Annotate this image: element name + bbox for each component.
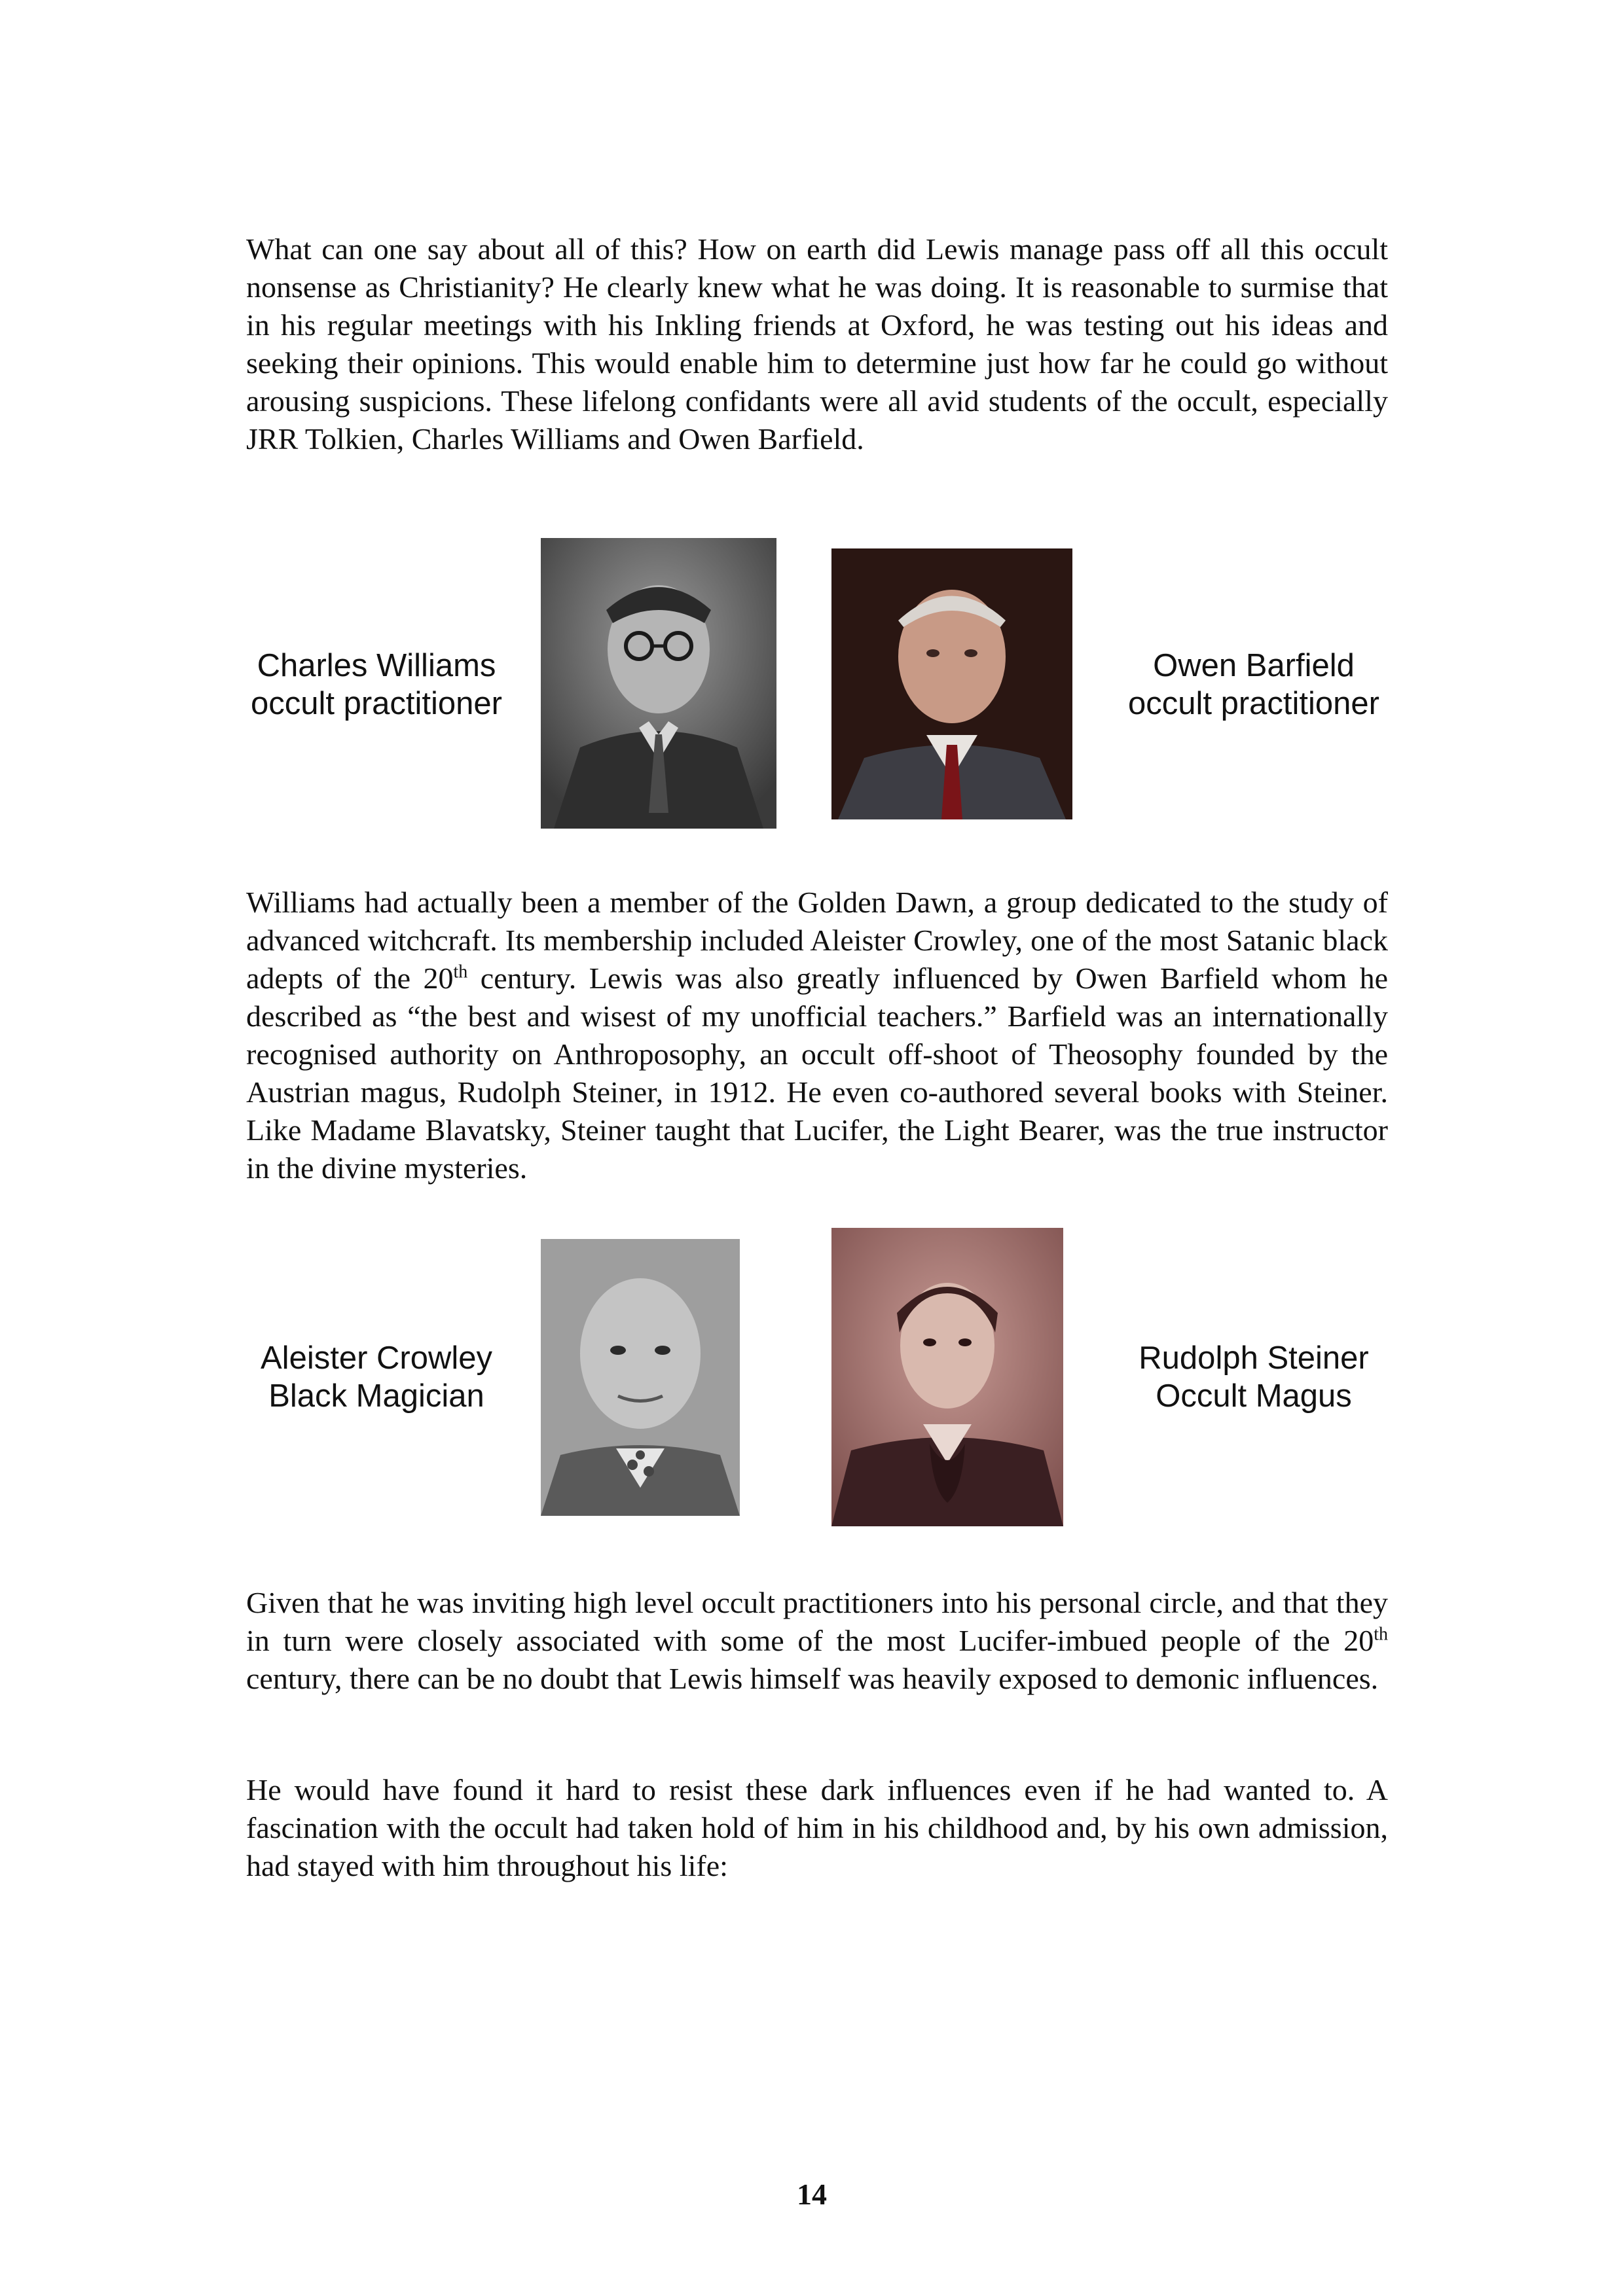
text-segment: Given that he was inviting high level occult practitioners into his personal circle, and that they in turn were closely associated with some of the most Lucifer-imbued people of the 20 <box>246 1586 1388 1657</box>
caption-name: Charles Williams <box>257 648 496 683</box>
caption-name: Aleister Crowley <box>261 1340 492 1376</box>
photo-owen-barfield <box>831 548 1072 819</box>
page-number: 14 <box>797 2178 827 2211</box>
text-segment: Williams had actually been a member of the Golden Dawn, a group dedicated to the study of advanced witchcraft. Its membership included Aleister Crowley, one of the most Satanic black adepts of the 20 <box>246 886 1388 995</box>
photo-aleister-crowley <box>541 1239 740 1516</box>
caption-role: Occult Magus <box>1156 1378 1352 1414</box>
photo-charles-williams <box>541 538 776 829</box>
text-segment: century. Lewis was also greatly influenced by Owen Barfield whom he described as “the best and wisest of my unofficial teachers.” Barfield was an internationally recognised authority on Anthroposophy, an occult off-shoot of Theosophy founded by the Austrian magus, Rudolph Steiner, in 1912. He even co-authored several books with Steiner. Like Madame Blavatsky, Steiner taught that Lucifer, the Light Bearer, was the true instructor in the divine mysteries. <box>246 961 1389 1185</box>
photo-rudolph-steiner <box>831 1228 1063 1526</box>
caption-name: Rudolph Steiner <box>1139 1340 1369 1376</box>
superscript: th <box>1374 1624 1388 1645</box>
caption-rudolph-steiner <box>1113 1339 1395 1415</box>
paragraph-childhood: He would have found it hard to resist these dark influences even if he had wanted to. A fascination with the occult had taken hold of him in his childhood and, by his own admission, had stayed with him throughout his life: <box>246 1773 1388 1882</box>
caption-name: Owen Barfield <box>1153 648 1355 683</box>
caption-owen-barfield <box>1113 647 1395 723</box>
paragraph-occult-circle <box>246 1584 1388 1698</box>
paragraph-golden-dawn <box>246 884 1388 1187</box>
superscript: th <box>453 961 468 982</box>
caption-aleister-crowley <box>236 1339 517 1415</box>
caption-charles-williams <box>236 647 517 723</box>
caption-role: occult practitioner <box>1127 686 1379 721</box>
paragraph-intro: What can one say about all of this? How on earth did Lewis manage pass off all this occult nonsense as Christianity? He clearly knew what he was doing. It is reasonable to surmise that in his regular meetings with his Inkling friends at Oxford, he was testing out his ideas and seeking their opinions. This would enable him to determine just how far he could go without arousing suspicions. These lifelong confidants were all avid students of the occult, especially JRR Tolkien, Charles Williams and Owen Barfield. <box>246 232 1388 456</box>
caption-role: occult practitioner <box>250 686 502 721</box>
caption-role: Black Magician <box>268 1378 484 1414</box>
text-segment: century, there can be no doubt that Lewis himself was heavily exposed to demonic influences. <box>246 1662 1379 1695</box>
